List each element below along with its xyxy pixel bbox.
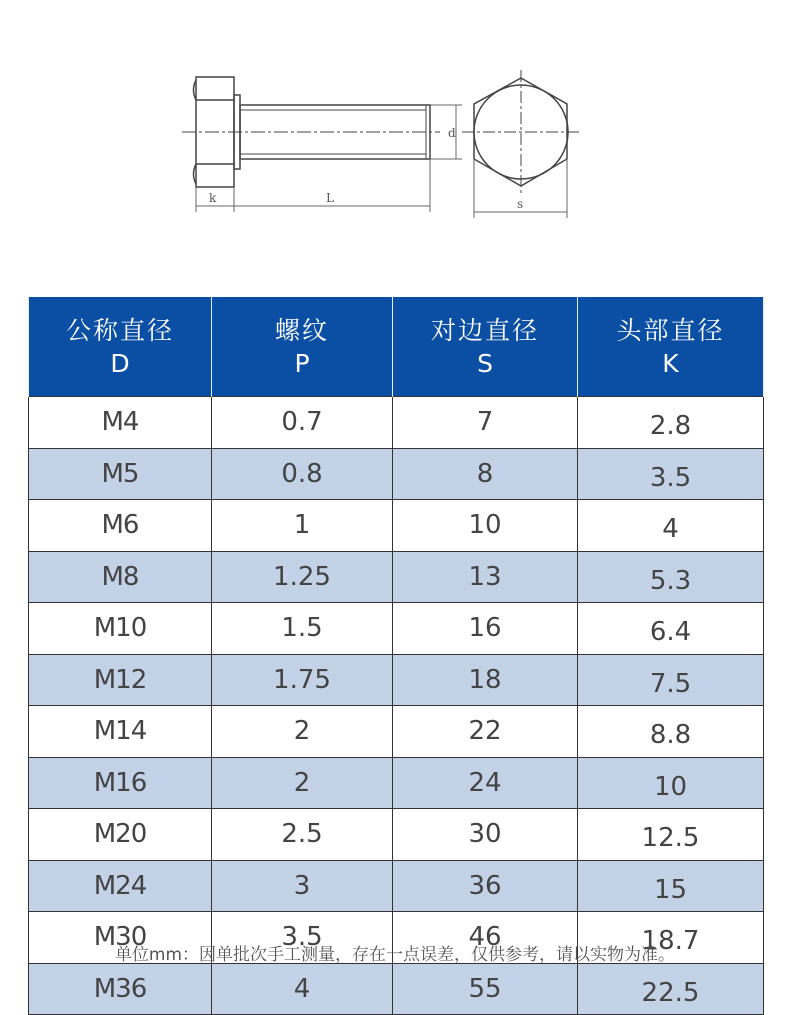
cell-head-height: 15 bbox=[578, 860, 764, 912]
cell-across-flats: 13 bbox=[393, 551, 578, 603]
table-row bbox=[29, 963, 764, 1015]
table-row bbox=[29, 706, 764, 758]
table-row bbox=[29, 654, 764, 706]
cell-thread-pitch: 2 bbox=[212, 757, 393, 809]
bolt-spec-table bbox=[28, 297, 764, 1015]
cell-across-flats: 8 bbox=[393, 448, 578, 500]
table-header-row bbox=[29, 297, 764, 397]
header-thread-pitch: 螺纹 P bbox=[212, 297, 393, 397]
cell-nominal-diameter: M24 bbox=[29, 860, 212, 912]
cell-across-flats: 18 bbox=[393, 654, 578, 706]
cell-nominal-diameter: M8 bbox=[29, 551, 212, 603]
cell-across-flats: 22 bbox=[393, 706, 578, 758]
cell-across-flats: 36 bbox=[393, 860, 578, 912]
cell-nominal-diameter: M5 bbox=[29, 448, 212, 500]
cell-across-flats: 24 bbox=[393, 757, 578, 809]
cell-head-height: 6.4 bbox=[578, 603, 764, 655]
cell-nominal-diameter: M6 bbox=[29, 500, 212, 552]
cell-across-flats: 10 bbox=[393, 500, 578, 552]
cell-head-height: 18.7 bbox=[578, 912, 764, 964]
table-row bbox=[29, 757, 764, 809]
cell-across-flats: 46 bbox=[393, 912, 578, 964]
table-row bbox=[29, 448, 764, 500]
table-row bbox=[29, 397, 764, 449]
cell-nominal-diameter: M14 bbox=[29, 706, 212, 758]
cell-nominal-diameter: M12 bbox=[29, 654, 212, 706]
cell-head-height: 3.5 bbox=[578, 448, 764, 500]
header-nominal-diameter: 公称直径 D bbox=[29, 297, 212, 397]
cell-thread-pitch: 4 bbox=[212, 963, 393, 1015]
header-head-height: 头部直径 K bbox=[578, 297, 764, 397]
footnote: 单位mm：因单批次手工测量，存在一点误差，仅供参考，请以实物为准。 bbox=[114, 945, 676, 965]
cell-nominal-diameter: M4 bbox=[29, 397, 212, 449]
cell-head-height: 8.8 bbox=[578, 706, 764, 758]
cell-head-height: 5.3 bbox=[578, 551, 764, 603]
header-across-flats: 对边直径 S bbox=[393, 297, 578, 397]
cell-head-height: 22.5 bbox=[578, 963, 764, 1015]
dim-s-label: s bbox=[517, 197, 524, 211]
cell-thread-pitch: 2.5 bbox=[212, 809, 393, 861]
dim-k-label: k bbox=[209, 191, 217, 205]
dim-L-label: L bbox=[326, 191, 334, 205]
cell-thread-pitch: 1.75 bbox=[212, 654, 393, 706]
cell-nominal-diameter: M16 bbox=[29, 757, 212, 809]
table-row bbox=[29, 809, 764, 861]
dim-d-label: d bbox=[448, 126, 456, 140]
cell-thread-pitch: 1.5 bbox=[212, 603, 393, 655]
cell-nominal-diameter: M30 bbox=[29, 912, 212, 964]
table-row bbox=[29, 500, 764, 552]
cell-head-height: 12.5 bbox=[578, 809, 764, 861]
cell-head-height: 7.5 bbox=[578, 654, 764, 706]
cell-head-height: 2.8 bbox=[578, 397, 764, 449]
table-row bbox=[29, 551, 764, 603]
cell-thread-pitch: 3 bbox=[212, 860, 393, 912]
cell-thread-pitch: 1.25 bbox=[212, 551, 393, 603]
cell-thread-pitch: 3.5 bbox=[212, 912, 393, 964]
cell-across-flats: 30 bbox=[393, 809, 578, 861]
cell-thread-pitch: 2 bbox=[212, 706, 393, 758]
cell-head-height: 4 bbox=[578, 500, 764, 552]
table-row bbox=[29, 603, 764, 655]
cell-thread-pitch: 0.8 bbox=[212, 448, 393, 500]
cell-nominal-diameter: M10 bbox=[29, 603, 212, 655]
cell-across-flats: 55 bbox=[393, 963, 578, 1015]
bolt-technical-drawing bbox=[0, 0, 790, 240]
bolt-diagram-svg bbox=[0, 0, 790, 240]
cell-across-flats: 7 bbox=[393, 397, 578, 449]
table-row bbox=[29, 860, 764, 912]
cell-thread-pitch: 0.7 bbox=[212, 397, 393, 449]
cell-nominal-diameter: M20 bbox=[29, 809, 212, 861]
cell-across-flats: 16 bbox=[393, 603, 578, 655]
cell-thread-pitch: 1 bbox=[212, 500, 393, 552]
cell-nominal-diameter: M36 bbox=[29, 963, 212, 1015]
cell-head-height: 10 bbox=[578, 757, 764, 809]
